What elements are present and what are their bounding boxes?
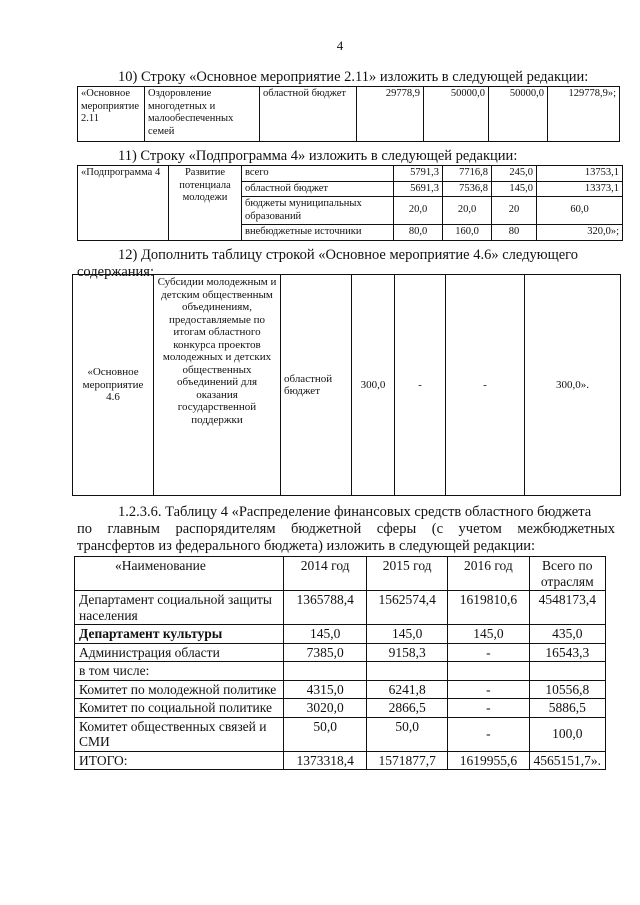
header-cell: Всего по отраслям	[529, 557, 606, 591]
cell: 4565151,7».	[529, 751, 606, 770]
cell: 80	[492, 225, 537, 241]
cell: 145,0	[367, 625, 448, 644]
cell: 7716,8	[443, 166, 492, 182]
cell: 7385,0	[284, 643, 367, 662]
cell: областной бюджет	[260, 87, 357, 142]
cell: Комитет по социальной политике	[75, 699, 284, 718]
item10-table	[77, 86, 620, 142]
table-row	[75, 591, 606, 625]
table-row	[78, 87, 620, 142]
cell: Комитет по молодежной политике	[75, 680, 284, 699]
cell: 1619810,6	[448, 591, 529, 625]
cell: 145,0	[448, 625, 529, 644]
cell: 129778,9»;	[548, 87, 620, 142]
cell: 1373318,4	[284, 751, 367, 770]
cell: 4315,0	[284, 680, 367, 699]
cell: 145,0	[284, 625, 367, 644]
cell: 435,0	[529, 625, 606, 644]
cell	[448, 662, 529, 681]
cell: «Подпрограмма 4	[78, 166, 169, 241]
cell: 50,0	[284, 717, 367, 751]
section-line1: 1.2.3.6. Таблицу 4 «Распределение финансовых средств областного бюджета	[118, 504, 592, 520]
cell: «Основное мероприятие 4.6	[73, 275, 154, 496]
cell: Комитет общественных связей и СМИ	[75, 717, 284, 751]
cell: 80,0	[394, 225, 443, 241]
cell: 50000,0	[489, 87, 548, 142]
table-row	[75, 751, 606, 770]
cell: 13753,1	[537, 166, 623, 182]
cell: 50000,0	[424, 87, 489, 142]
header-cell: 2014 год	[284, 557, 367, 591]
cell: Департамент социальной защиты населения	[75, 591, 284, 625]
table-row	[75, 625, 606, 644]
cell: бюджеты муниципальных образований	[242, 197, 394, 225]
cell: 100,0	[529, 717, 606, 751]
table-row	[73, 275, 621, 496]
table-row	[75, 643, 606, 662]
cell: 145,0	[492, 181, 537, 197]
table-header-row	[75, 557, 606, 591]
header-cell: «Наименование	[75, 557, 284, 591]
cell: 245,0	[492, 166, 537, 182]
cell	[284, 662, 367, 681]
cell: 5691,3	[394, 181, 443, 197]
cell: 4548173,4	[529, 591, 606, 625]
section-line3: трансфертов из федерального бюджета) изложить в следующей редакции:	[77, 538, 536, 554]
item12-heading-line2: содержания:	[77, 264, 155, 280]
cell: Департамент культуры	[75, 625, 284, 644]
cell: 20	[492, 197, 537, 225]
item12-table	[72, 274, 621, 496]
cell: в том числе:	[75, 662, 284, 681]
item11-heading: 11) Строку «Подпрограмма 4» изложить в следующей редакции:	[118, 148, 518, 164]
cell: 7536,8	[443, 181, 492, 197]
cell: 3020,0	[284, 699, 367, 718]
header-cell: 2015 год	[367, 557, 448, 591]
cell: областной бюджет	[242, 181, 394, 197]
table4	[74, 556, 606, 770]
cell: 13373,1	[537, 181, 623, 197]
cell: 1619955,6	[448, 751, 529, 770]
table-row	[75, 680, 606, 699]
cell: 20,0	[394, 197, 443, 225]
cell: 9158,3	[367, 643, 448, 662]
table-row	[75, 699, 606, 718]
cell: 1571877,7	[367, 751, 448, 770]
cell: -	[446, 275, 525, 496]
header-cell: 2016 год	[448, 557, 529, 591]
cell: 60,0	[537, 197, 623, 225]
cell: -	[448, 643, 529, 662]
cell: Администрация области	[75, 643, 284, 662]
cell: 320,0»;	[537, 225, 623, 241]
cell: Субсидии молодежным и детским общественным объединениям, предоставляемые по итогам областного конкурса проектов молодежных и детских общественных объединений для оказания государственной поддержки	[154, 275, 281, 496]
section-line2: по главным распорядителям бюджетной сферы (с учетом межбюджетных	[77, 521, 615, 537]
cell: внебюджетные источники	[242, 225, 394, 241]
cell: -	[448, 717, 529, 751]
cell: Оздоровление многодетных и малообеспеченных семей	[145, 87, 260, 142]
cell: ИТОГО:	[75, 751, 284, 770]
cell: 16543,3	[529, 643, 606, 662]
page-number: 4	[336, 38, 344, 53]
item12-heading-line1: 12) Дополнить таблицу строкой «Основное мероприятие 4.6» следующего	[118, 247, 579, 263]
cell: 5791,3	[394, 166, 443, 182]
cell: 300,0».	[525, 275, 621, 496]
cell: областной бюджет	[281, 275, 352, 496]
cell: -	[448, 680, 529, 699]
cell: -	[395, 275, 446, 496]
cell: 300,0	[352, 275, 395, 496]
cell	[529, 662, 606, 681]
cell: Развитие потенциала молодежи	[169, 166, 242, 241]
item10-heading: 10) Строку «Основное мероприятие 2.11» изложить в следующей редакции:	[118, 69, 589, 85]
table-row	[75, 662, 606, 681]
cell: 5886,5	[529, 699, 606, 718]
cell	[367, 662, 448, 681]
table-row	[75, 717, 606, 751]
cell: 1365788,4	[284, 591, 367, 625]
cell: 20,0	[443, 197, 492, 225]
cell: 160,0	[443, 225, 492, 241]
item11-table	[77, 165, 623, 241]
cell: 10556,8	[529, 680, 606, 699]
cell: 50,0	[367, 717, 448, 751]
cell: 2866,5	[367, 699, 448, 718]
cell: 1562574,4	[367, 591, 448, 625]
cell: -	[448, 699, 529, 718]
cell: 6241,8	[367, 680, 448, 699]
table-row	[78, 166, 623, 182]
cell: всего	[242, 166, 394, 182]
cell: 29778,9	[357, 87, 424, 142]
cell: «Основное мероприятие 2.11	[78, 87, 145, 142]
